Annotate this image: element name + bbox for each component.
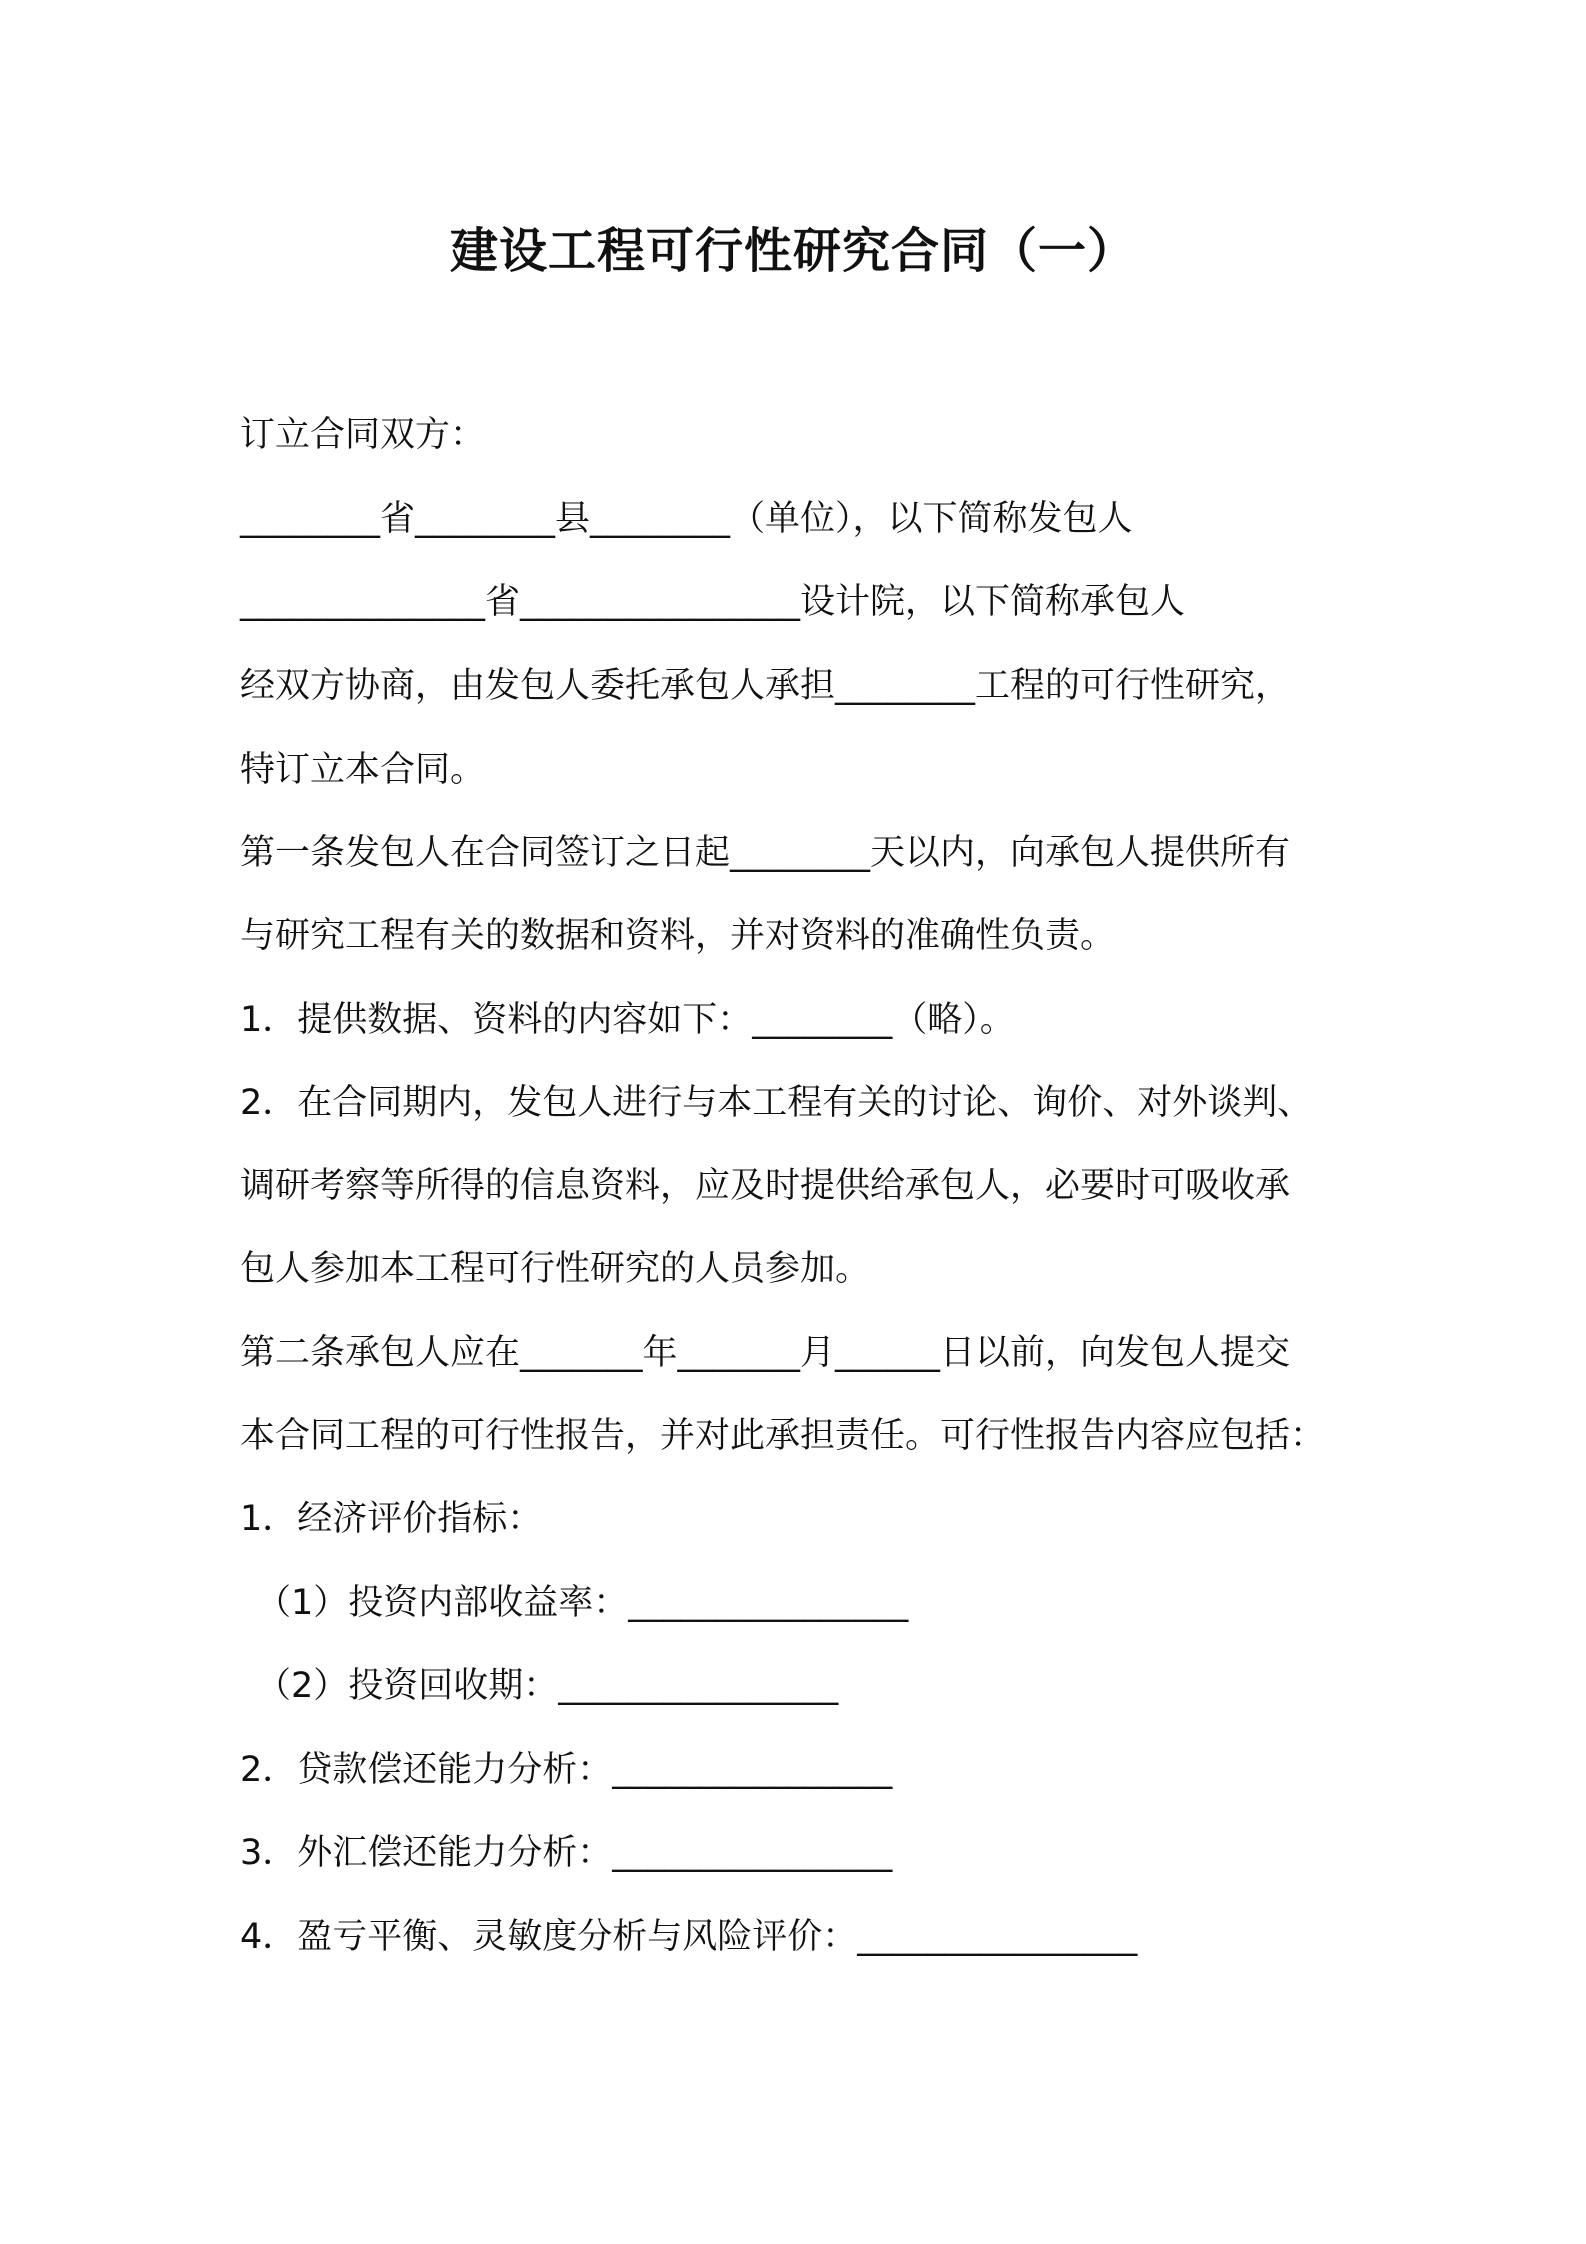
employer-line: ________省________县________（单位），以下简称发包人 — [240, 499, 1133, 539]
body-line: 与研究工程有关的数据和资料，并对资料的准确性负责。 — [240, 916, 1116, 956]
sub-clause-item: （2）投资回收期：________________ — [256, 1666, 839, 1706]
clause-item: 1．经济评价指标： — [240, 1499, 543, 1539]
body-line: 调研考察等所得的信息资料，应及时提供给承包人，必要时可吸收承 — [240, 1166, 1291, 1206]
parties-heading: 订立合同双方： — [240, 415, 486, 455]
body-line: 特订立本合同。 — [240, 750, 486, 790]
article-2-line: 第二条承包人应在_______年_______月______日以前，向发包人提交 — [240, 1333, 1291, 1373]
article-1-line: 第一条发包人在合同签订之日起________天以内，向承包人提供所有 — [240, 833, 1291, 873]
body-line: 本合同工程的可行性报告，并对此承担责任。可行性报告内容应包括： — [240, 1416, 1326, 1456]
clause-item: 2．贷款偿还能力分析：________________ — [240, 1750, 893, 1790]
clause-item: 2．在合同期内，发包人进行与本工程有关的讨论、询价、对外谈判、 — [240, 1083, 1313, 1123]
clause-item: 3．外汇偿还能力分析：________________ — [240, 1833, 893, 1873]
body-line: 包人参加本工程可行性研究的人员参加。 — [240, 1249, 871, 1289]
document-title: 建设工程可行性研究合同（一） — [449, 223, 1136, 279]
sub-clause-item: （1）投资内部收益率：________________ — [256, 1583, 909, 1623]
body-line: 经双方协商，由发包人委托承包人承担________工程的可行性研究， — [240, 666, 1291, 706]
contractor-line: ______________省________________设计院，以下简称承包人 — [240, 582, 1186, 622]
clause-item: 4．盈亏平衡、灵敏度分析与风险评价：________________ — [240, 1917, 1138, 1957]
clause-item: 1．提供数据、资料的内容如下：________（略）。 — [240, 1000, 1015, 1040]
